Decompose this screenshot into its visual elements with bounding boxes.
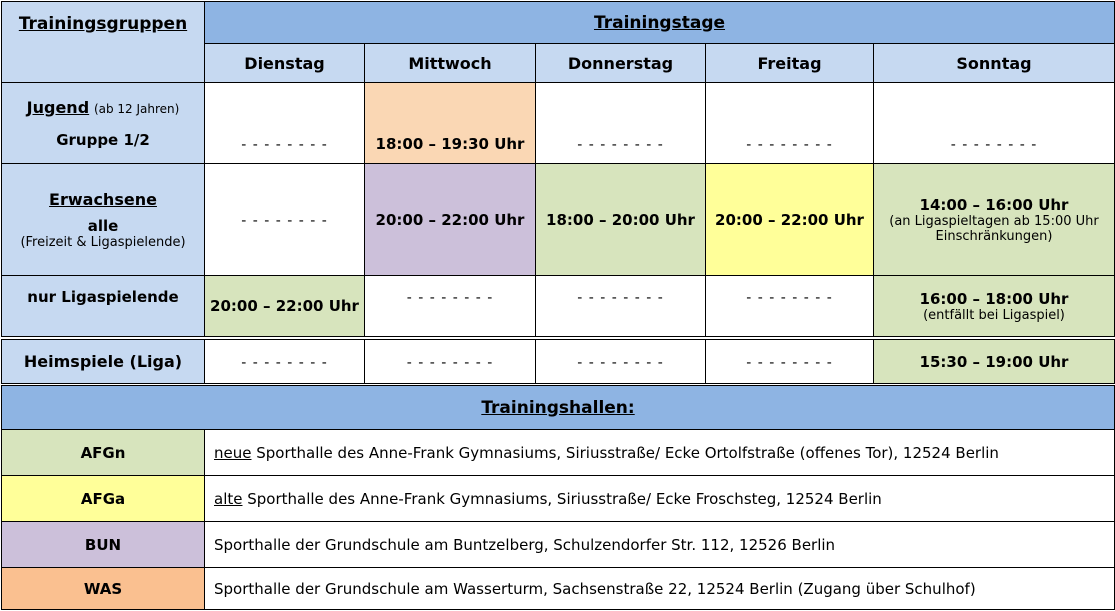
group-jugend-age-note: (ab 12 Jahren) bbox=[93, 101, 180, 116]
heimspiele-sunday-value: 15:30 – 19:00 Uhr bbox=[919, 352, 1069, 371]
hall-code-afgn: AFGn bbox=[2, 430, 205, 476]
day-header-friday: Freitag bbox=[706, 44, 874, 83]
group-erwachsene-note: (Freizeit & Ligaspielende) bbox=[20, 234, 186, 250]
hall-prefix-afgn: neue bbox=[214, 443, 252, 462]
erwachsene-tuesday-cell bbox=[205, 164, 365, 276]
heimspiele-friday-cell bbox=[706, 340, 874, 384]
day-header-sunday: Sonntag bbox=[874, 44, 1115, 83]
liga-wednesday-cell bbox=[365, 276, 536, 337]
jugend-wednesday-value: 18:00 – 19:30 Uhr bbox=[375, 135, 525, 153]
group-liga bbox=[2, 276, 205, 337]
halls-table bbox=[1, 385, 1115, 610]
hall-desc-was: Sporthalle der Grundschule am Wasserturm, Sachsenstraße 22, 12524 Berlin (Zugang über Schulhof) bbox=[205, 568, 1115, 610]
hall-code-was: WAS bbox=[2, 568, 205, 610]
liga-friday-cell bbox=[706, 276, 874, 337]
group-heimspiele-title: Heimspiele (Liga) bbox=[23, 352, 183, 371]
erwachsene-sunday-note-2: Einschränkungen) bbox=[935, 228, 1053, 244]
group-heimspiele bbox=[2, 340, 205, 384]
jugend-thursday-cell bbox=[536, 83, 706, 164]
halls-header-label: Trainingshallen: bbox=[481, 397, 635, 418]
hall-code-afga: AFGa bbox=[2, 476, 205, 522]
erwachsene-wednesday-cell bbox=[365, 164, 536, 276]
jugend-friday-value: - - - - - - - - bbox=[746, 137, 833, 153]
erwachsene-friday-cell bbox=[706, 164, 874, 276]
liga-thursday-value: - - - - - - - - bbox=[577, 290, 664, 306]
day-header-thursday: Donnerstag bbox=[536, 44, 706, 83]
erwachsene-wednesday-value: 20:00 – 22:00 Uhr bbox=[375, 210, 525, 229]
group-jugend-title: Jugend bbox=[26, 97, 90, 117]
hall-text-afgn: Sporthalle des Anne-Frank Gymnasiums, Siriusstraße/ Ecke Ortolfstraße (offenes Tor), 12524 Berlin bbox=[251, 443, 999, 462]
group-erwachsene-sub: alle bbox=[87, 216, 119, 235]
group-liga-title: nur Ligaspielende bbox=[27, 288, 179, 306]
heimspiele-friday-value: - - - - - - - - bbox=[746, 354, 833, 371]
heimspiele-wednesday-cell bbox=[365, 340, 536, 384]
erwachsene-sunday-cell bbox=[874, 164, 1115, 276]
erwachsene-thursday-cell bbox=[536, 164, 706, 276]
liga-sunday-cell bbox=[874, 276, 1115, 337]
erwachsene-friday-value: 20:00 – 22:00 Uhr bbox=[715, 210, 864, 229]
liga-wednesday-value: - - - - - - - - bbox=[406, 290, 494, 306]
liga-tuesday-cell bbox=[205, 276, 365, 337]
group-jugend bbox=[2, 83, 205, 164]
heimspiele-thursday-cell bbox=[536, 340, 706, 384]
hall-desc-bun: Sporthalle der Grundschule am Buntzelberg, Schulzendorfer Str. 112, 12526 Berlin bbox=[205, 522, 1115, 568]
jugend-friday-cell bbox=[706, 83, 874, 164]
groups-header-label: Trainingsgruppen bbox=[18, 14, 188, 34]
erwachsene-thursday-value: 18:00 – 20:00 Uhr bbox=[546, 210, 695, 229]
groups-header bbox=[2, 2, 205, 83]
days-header-label: Trainingstage bbox=[593, 12, 726, 33]
halls-header bbox=[2, 386, 1115, 430]
liga-thursday-cell bbox=[536, 276, 706, 337]
jugend-thursday-value: - - - - - - - - bbox=[577, 137, 664, 153]
hall-code-bun: BUN bbox=[2, 522, 205, 568]
hall-text-afga: Sporthalle des Anne-Frank Gymnasiums, Siriusstraße/ Ecke Froschsteg, 12524 Berlin bbox=[242, 489, 882, 508]
heimspiele-wednesday-value: - - - - - - - - bbox=[406, 354, 494, 371]
liga-sunday-note: (entfällt bei Ligaspiel) bbox=[923, 307, 1065, 323]
jugend-tuesday-value: - - - - - - - - bbox=[241, 137, 328, 153]
jugend-tuesday-cell bbox=[205, 83, 365, 164]
hall-prefix-afga: alte bbox=[214, 489, 243, 508]
day-header-wednesday: Mittwoch bbox=[365, 44, 536, 83]
hall-desc-afgn bbox=[205, 430, 1115, 476]
group-erwachsene-title: Erwachsene bbox=[49, 189, 157, 209]
schedule-table bbox=[1, 1, 1115, 384]
heimspiele-sunday-cell bbox=[874, 340, 1115, 384]
days-header bbox=[205, 2, 1115, 44]
jugend-sunday-cell bbox=[874, 83, 1115, 164]
erwachsene-tuesday-value: - - - - - - - - bbox=[241, 212, 328, 229]
jugend-sunday-value: - - - - - - - - bbox=[950, 137, 1038, 153]
heimspiele-thursday-value: - - - - - - - - bbox=[577, 354, 664, 371]
erwachsene-sunday-note-1: (an Ligaspieltagen ab 15:00 Uhr bbox=[889, 213, 1099, 229]
liga-friday-value: - - - - - - - - bbox=[746, 290, 833, 306]
hall-desc-afga bbox=[205, 476, 1115, 522]
erwachsene-sunday-value: 14:00 – 16:00 Uhr bbox=[919, 195, 1069, 214]
day-header-tuesday: Dienstag bbox=[205, 44, 365, 83]
group-jugend-sub: Gruppe 1/2 bbox=[56, 130, 150, 149]
heimspiele-tuesday-cell bbox=[205, 340, 365, 384]
heimspiele-tuesday-value: - - - - - - - - bbox=[241, 354, 328, 371]
liga-sunday-value: 16:00 – 18:00 Uhr bbox=[919, 289, 1069, 308]
jugend-wednesday-cell bbox=[365, 83, 536, 164]
liga-tuesday-value: 20:00 – 22:00 Uhr bbox=[210, 297, 359, 315]
group-erwachsene bbox=[2, 164, 205, 276]
